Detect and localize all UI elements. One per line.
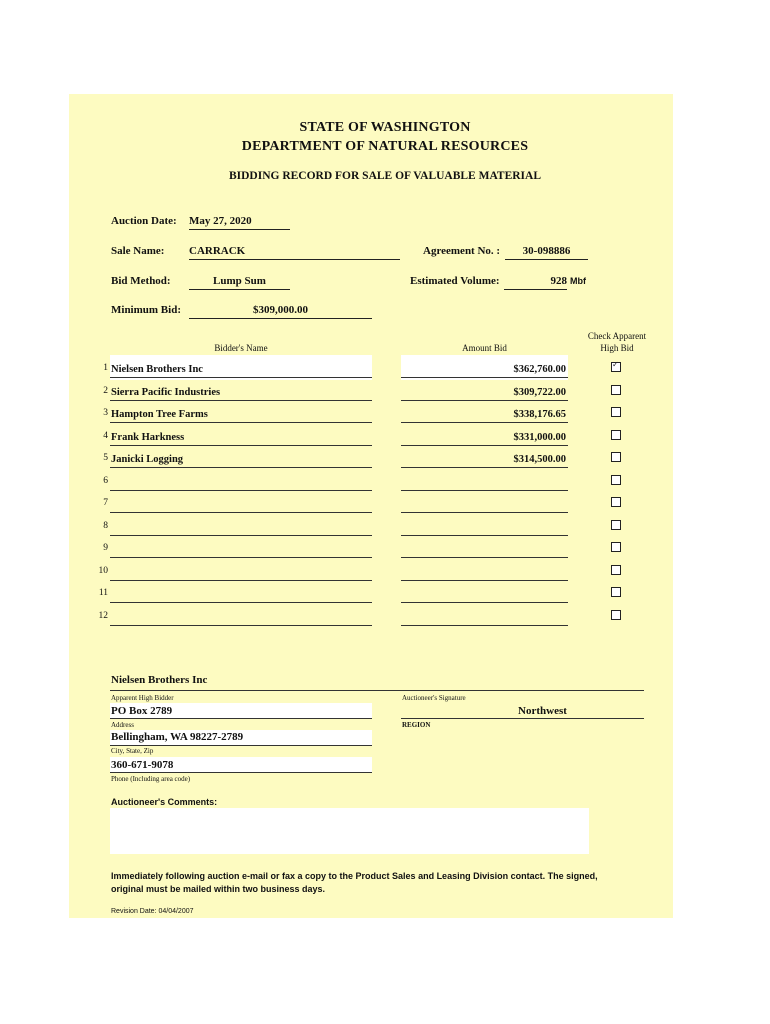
amount-bid-field[interactable]: $309,722.00 [401, 384, 568, 401]
amount-bid-field[interactable] [401, 586, 568, 603]
title-department: DEPARTMENT OF NATURAL RESOURCES [241, 139, 529, 154]
comments-label: Auctioneer's Comments: [111, 797, 218, 807]
volume-unit: Mbf [570, 276, 586, 286]
bidder-name-field[interactable] [110, 564, 372, 581]
row-number: 4 [103, 431, 108, 441]
high-bid-checkbox[interactable] [611, 587, 621, 597]
est-volume-label: Estimated Volume: [410, 275, 500, 287]
row-number: 12 [98, 611, 108, 621]
bidder-name-field[interactable]: Janicki Logging [110, 451, 372, 468]
col-check-header: Check Apparent High Bid [587, 331, 647, 353]
region-field[interactable]: Northwest [518, 705, 567, 717]
amount-bid-field[interactable] [401, 496, 568, 513]
high-bid-checkbox[interactable] [611, 385, 621, 395]
phone-line [110, 772, 372, 773]
amount-bid-field[interactable] [401, 609, 568, 626]
city-field[interactable]: Bellingham, WA 98227-2789 [111, 731, 244, 743]
amount-bid-field[interactable]: $362,760.00 [401, 361, 568, 378]
amount-bid-field[interactable]: $331,000.00 [401, 429, 568, 446]
amount-bid-field[interactable]: $314,500.00 [401, 451, 568, 468]
amount-bid-field[interactable] [401, 541, 568, 558]
row-number: 7 [103, 498, 108, 508]
row-number: 2 [103, 386, 108, 396]
col-amount-header: Amount Bid [462, 343, 507, 353]
city-label: City, State, Zip [111, 747, 154, 755]
high-bid-checkbox[interactable] [611, 430, 621, 440]
high-bid-checkbox[interactable] [611, 520, 621, 530]
sale-name-field[interactable]: CARRACK [189, 244, 400, 260]
agreement-label: Agreement No. : [423, 245, 501, 257]
revision-date: Revision Date: 04/04/2007 [111, 908, 194, 915]
min-bid-label: Minimum Bid: [111, 304, 181, 316]
address-field[interactable]: PO Box 2789 [111, 705, 173, 717]
high-bid-checkbox[interactable] [611, 542, 621, 552]
high-bid-checkbox[interactable] [611, 362, 621, 372]
high-bid-checkbox[interactable] [611, 407, 621, 417]
agreement-field[interactable]: 30-098886 [505, 244, 588, 260]
sale-name-label: Sale Name: [111, 245, 165, 257]
instructions-line-1: Immediately following auction e-mail or fax a copy to the Product Sales and Leasing Division contact. The signed, [111, 871, 598, 881]
col-bidder-header: Bidder's Name [214, 343, 268, 353]
bidder-name-field[interactable] [110, 586, 372, 603]
amount-bid-field[interactable]: $338,176.65 [401, 406, 568, 423]
min-bid-field[interactable]: $309,000.00 [189, 303, 372, 319]
row-number: 11 [98, 588, 108, 598]
address-label: Address [111, 721, 134, 729]
apparent-high-bidder-label: Apparent High Bidder [111, 694, 174, 702]
phone-label: Phone (Including area code) [111, 775, 191, 783]
bidder-name-field[interactable] [110, 474, 372, 491]
bidder-name-field[interactable]: Hampton Tree Farms [110, 406, 372, 423]
amount-bid-field[interactable] [401, 564, 568, 581]
auction-date-label: Auction Date: [111, 215, 177, 227]
row-number: 9 [103, 543, 108, 553]
region-line [401, 718, 644, 719]
bidder-name-field[interactable]: Nielsen Brothers Inc [110, 361, 372, 378]
est-volume-field[interactable]: 928 [504, 274, 567, 290]
row-number: 10 [98, 566, 108, 576]
bid-method-label: Bid Method: [111, 275, 171, 287]
comments-box[interactable] [110, 808, 589, 854]
row-number: 1 [103, 363, 108, 373]
region-label: REGION [402, 721, 431, 729]
form-subtitle: BIDDING RECORD FOR SALE OF VALUABLE MATERIAL [228, 170, 542, 182]
bidder-name-field[interactable]: Frank Harkness [110, 429, 372, 446]
amount-bid-field[interactable] [401, 474, 568, 491]
bid-method-field[interactable]: Lump Sum [189, 274, 290, 290]
high-bid-checkbox[interactable] [611, 475, 621, 485]
high-bid-checkbox[interactable] [611, 497, 621, 507]
bidder-name-field[interactable] [110, 609, 372, 626]
row-number: 8 [103, 521, 108, 531]
phone-field[interactable]: 360-671-9078 [111, 759, 174, 771]
instructions-line-2: original must be mailed within two business days. [111, 884, 326, 894]
auctioneer-signature-label: Auctioneer's Signature [402, 694, 466, 702]
row-number: 5 [103, 453, 108, 463]
bidder-name-field[interactable]: Sierra Pacific Industries [110, 384, 372, 401]
auction-date-field[interactable]: May 27, 2020 [189, 214, 290, 230]
high-bid-checkbox[interactable] [611, 565, 621, 575]
amount-bid-field[interactable] [401, 519, 568, 536]
bidder-name-field[interactable] [110, 519, 372, 536]
title-state: STATE OF WASHINGTON [299, 120, 471, 135]
address-line [110, 718, 372, 719]
bidder-name-field[interactable] [110, 541, 372, 558]
winner-line [110, 690, 644, 691]
apparent-high-bidder-name[interactable]: Nielsen Brothers Inc [111, 674, 208, 686]
high-bid-checkbox[interactable] [611, 610, 621, 620]
row-number: 6 [103, 476, 108, 486]
row-number: 3 [103, 408, 108, 418]
city-line [110, 745, 372, 746]
bidder-name-field[interactable] [110, 496, 372, 513]
high-bid-checkbox[interactable] [611, 452, 621, 462]
